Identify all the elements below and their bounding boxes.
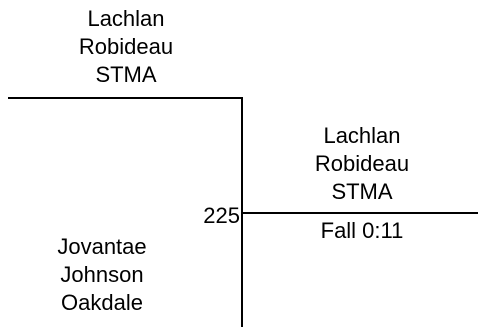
bottom-entrant-last-name: Johnson xyxy=(60,262,144,287)
top-entrant-line xyxy=(8,97,243,99)
top-entrant-first-name: Lachlan xyxy=(87,6,165,31)
winner-first-name: Lachlan xyxy=(323,123,401,148)
top-entrant xyxy=(56,5,196,89)
weight-class-label: 225 xyxy=(203,203,240,228)
winner-team: STMA xyxy=(331,179,393,204)
top-entrant-team: STMA xyxy=(95,62,157,87)
bottom-entrant xyxy=(32,233,172,317)
bottom-entrant-team: Oakdale xyxy=(61,290,143,315)
winner-last-name: Robideau xyxy=(314,151,410,176)
winner-entrant xyxy=(292,122,432,206)
bottom-entrant-first-name: Jovantae xyxy=(57,234,147,259)
match-result: Fall 0:11 xyxy=(320,218,404,243)
winner-line xyxy=(241,212,478,214)
top-entrant-last-name: Robideau xyxy=(78,34,174,59)
